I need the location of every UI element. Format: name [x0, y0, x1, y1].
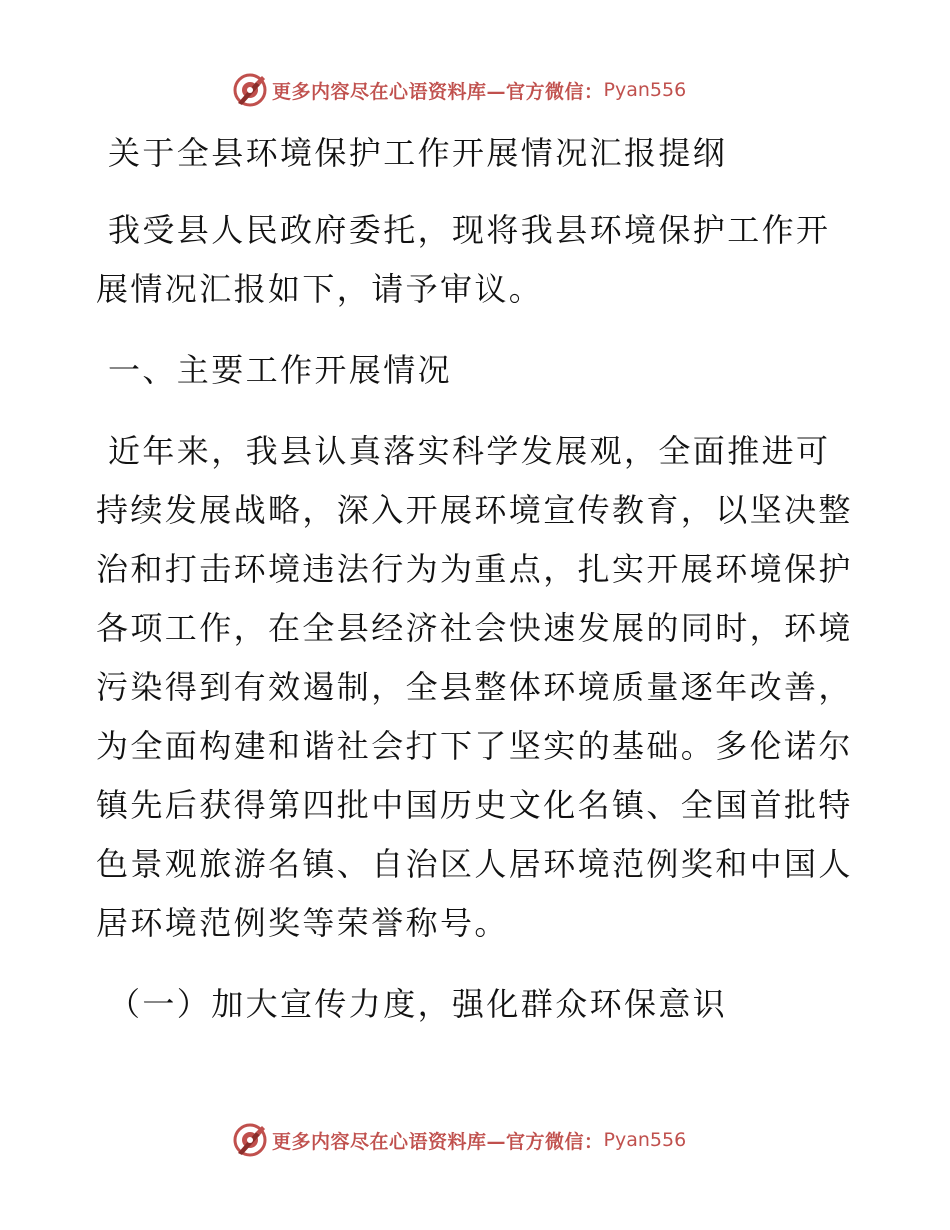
header-banner — [232, 70, 686, 110]
pen-logo-icon — [232, 1122, 268, 1158]
subsection-heading: （一）加大宣传力度，强化群众环保意识 — [108, 985, 728, 1023]
document-title: 关于全县环境保护工作开展情况汇报提纲 — [108, 134, 728, 172]
footer-banner — [232, 1120, 686, 1160]
banner-wechat-id: Pyan556 — [603, 79, 687, 101]
section-heading: 一、主要工作开展情况 — [108, 351, 453, 389]
section-paragraph: 近年来，我县认真落实科学发展观，全面推进可持续发展战略，深入开展环境宣传教育，以坚决整治和打击环境违法行为为重点，扎实开展环境保护各项工作，在全县经济社会快速发展的同时，环境污染得到有效遏制，全县整体环境质量逐年改善，为全面构建和谐社会打下了坚实的基础。多伦诺尔镇先后获得第四批中国历史文化名镇、全国首批特色景观旅游名镇、自治区人居环境范例奖和中国人居环境范例奖等荣誉称号。 — [96, 432, 853, 942]
document-body — [96, 124, 856, 1056]
banner-text: 更多内容尽在心语资料库—官方微信： — [272, 80, 604, 103]
banner-wechat-id: Pyan556 — [603, 1129, 687, 1151]
intro-paragraph: 我受县人民政府委托，现将我县环境保护工作开展情况汇报如下，请予审议。 — [96, 211, 831, 308]
banner-text: 更多内容尽在心语资料库—官方微信： — [272, 1130, 604, 1153]
pen-logo-icon — [232, 72, 268, 108]
